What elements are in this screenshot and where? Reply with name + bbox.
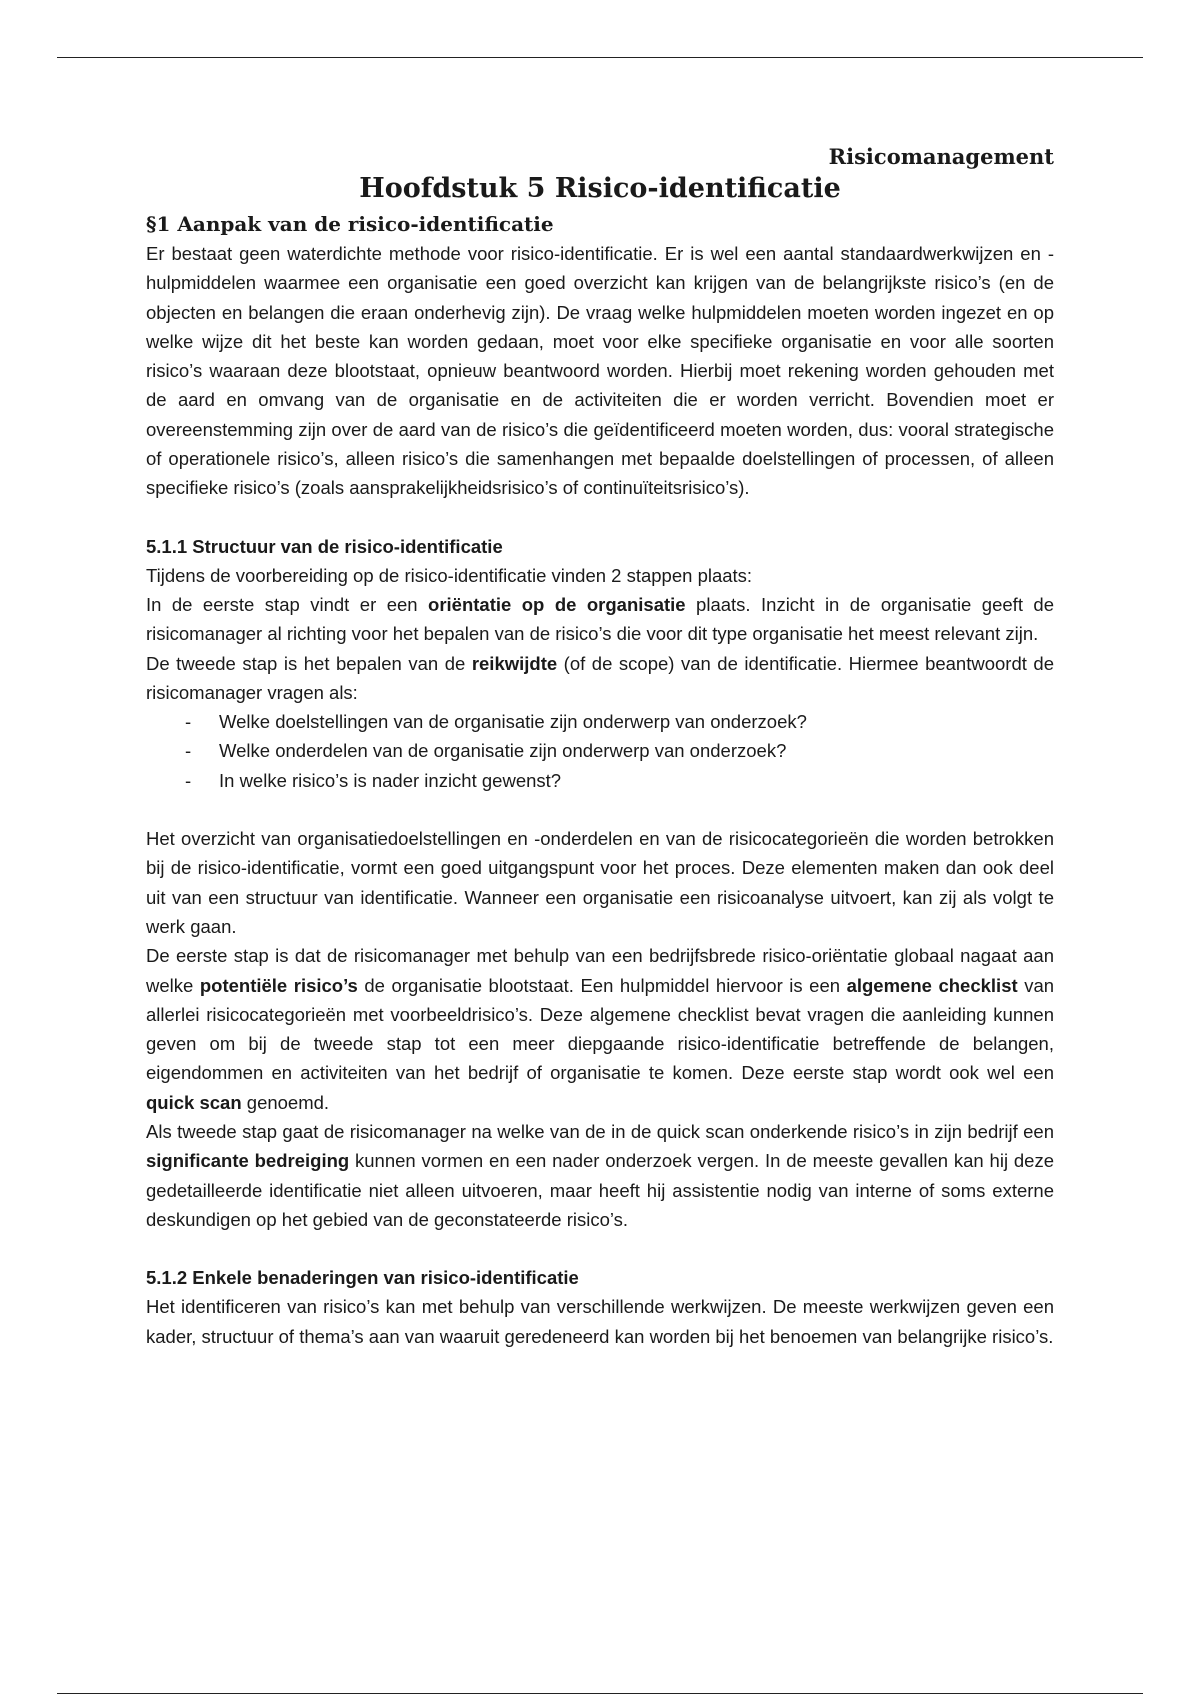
approaches-paragraph: Het identificeren van risico’s kan met behulp van verschillende werkwijzen. De meeste werkwijzen geven een kader, structuur of thema’s aan van waaruit geredeneerd kan worden bij het benoemen van belangrijke risico’s. [146, 1296, 1054, 1347]
running-header: Risicomanagement [828, 144, 1054, 169]
spacer [146, 1234, 1054, 1263]
bold-term-algemene-checklist: algemene checklist [846, 974, 1018, 996]
section-intro-paragraph: Er bestaat geen waterdichte methode voor risico-identificatie. Er is wel een aantal standaardwerkwijzen en -hulpmiddelen waarmee een organisatie een goed overzicht kan krijgen van de belangrijkste risico’s (en de objecten en belangen die eraan onderhevig zijn). De vraag welke hulpmiddelen moeten worden ingezet en op welke wijze dit het beste kan worden gedaan, moet voor elke specifieke organisatie en voor alle soorten risico’s waaraan deze blootstaat, opnieuw beantwoord worden. Hierbij moet rekening worden gehouden met de aard en omvang van de organisatie en de activiteiten die er worden verricht. Bovendien moet er overeenstemming zijn over de aard van de risico’s die geïdentificeerd moeten worden, dus: vooral strategische of operationele risico’s, alleen risico’s die samenhangen met bepaalde doelstellingen of processen, of alleen specifieke risico’s (zoals aansprakelijkheidsrisico’s of continuïteitsrisico’s). [146, 243, 1054, 499]
list-item-text: Welke doelstellingen van de organisatie zijn onderwerp van onderzoek? [219, 711, 807, 733]
second-step-paragraph [146, 649, 1054, 708]
second-analysis-step-paragraph [146, 1117, 1054, 1234]
list-item [185, 707, 1054, 736]
chapter-title: Hoofdstuk 5 Risico-identificatie [359, 173, 841, 204]
quick-scan-paragraph [146, 941, 1054, 1117]
page-content [146, 143, 1054, 1351]
subsection-title-5-1-2: 5.1.2 Enkele benaderingen van risico-identificatie [146, 1267, 579, 1289]
bold-term-reikwijdte: reikwijdte [471, 652, 558, 674]
spacer [146, 503, 1054, 532]
text-run: de organisatie blootstaat. Een hulpmiddel hiervoor is een [357, 974, 847, 996]
text-run: (of de scope) van de identificatie. Hiermee beantwoordt de risicomanager vragen als: [146, 652, 1054, 703]
top-rule [57, 57, 1143, 58]
text-run: kunnen vormen en een nader onderzoek vergen. In de meeste gevallen kan hij deze gedetailleerde identificatie niet alleen uitvoeren, maar heeft hij assistentie nodig van interne of soms externe deskundigen op het gebied van de geconstateerde risico’s. [146, 1150, 1054, 1230]
subsection-title-5-1-1: 5.1.1 Structuur van de risico-identificatie [146, 535, 503, 557]
text-run: genoemd. [241, 1091, 330, 1113]
dash-bullet: - [185, 711, 192, 733]
scope-questions-list [146, 707, 1054, 795]
text-run: De eerste stap is dat de risicomanager met behulp van een bedrijfsbrede risico-oriëntatie globaal nagaat aan welke [146, 945, 1054, 996]
bold-term-significante-bedreiging: significante bedreiging [146, 1150, 350, 1172]
preparation-steps-line: Tijdens de voorbereiding op de risico-identificatie vinden 2 stappen plaats: [146, 564, 753, 586]
dash-bullet: - [185, 740, 192, 762]
text-run: Als tweede stap gaat de risicomanager na welke van de in de quick scan onderkende risico’s in zijn bedrijf een [146, 1121, 1054, 1143]
section-title: §1 Aanpak van de risico-identificatie [146, 212, 554, 236]
list-item-text: In welke risico’s is nader inzicht gewenst? [219, 769, 562, 791]
first-step-paragraph [146, 590, 1054, 649]
list-item [185, 736, 1054, 765]
text-run: plaats. Inzicht in de organisatie geeft de risicomanager al richting voor het bepalen van de risico’s die voor dit type organisatie het meest relevant zijn. [146, 593, 1054, 645]
text-run: In de eerste stap vindt er een [146, 593, 429, 615]
text-run: De tweede stap is het bepalen van de [146, 652, 472, 674]
bold-term-orientatie: oriëntatie op de organisatie [428, 593, 686, 615]
bold-term-potentiele-risicos: potentiële risico’s [199, 974, 358, 996]
dash-bullet: - [185, 769, 192, 791]
list-item-text: Welke onderdelen van de organisatie zijn onderwerp van onderzoek? [219, 740, 787, 762]
bold-term-quick-scan: quick scan [146, 1091, 242, 1113]
spacer [146, 795, 1054, 824]
list-item [185, 766, 1054, 795]
text-run: van allerlei risicocategorieën met voorbeeldrisico’s. Deze algemene checklist bevat vragen die aanleiding kunnen geven om bij de tweede stap tot een meer diepgaande risico-identificatie betreffende de belangen, eigendommen en activiteiten van het bedrijf of organisatie te komen. Deze eerste stap wordt ook wel een [146, 974, 1055, 1084]
overview-paragraph: Het overzicht van organisatiedoelstellingen en -onderdelen en van de risicocategorieën die worden betrokken bij de risico-identificatie, vormt een goed uitgangspunt voor het proces. Deze elementen maken dan ook deel uit van een structuur van identificatie. Wanneer een organisatie een risicoanalyse uitvoert, kan zij als volgt te werk gaan. [146, 828, 1054, 937]
bottom-rule [57, 1693, 1143, 1694]
